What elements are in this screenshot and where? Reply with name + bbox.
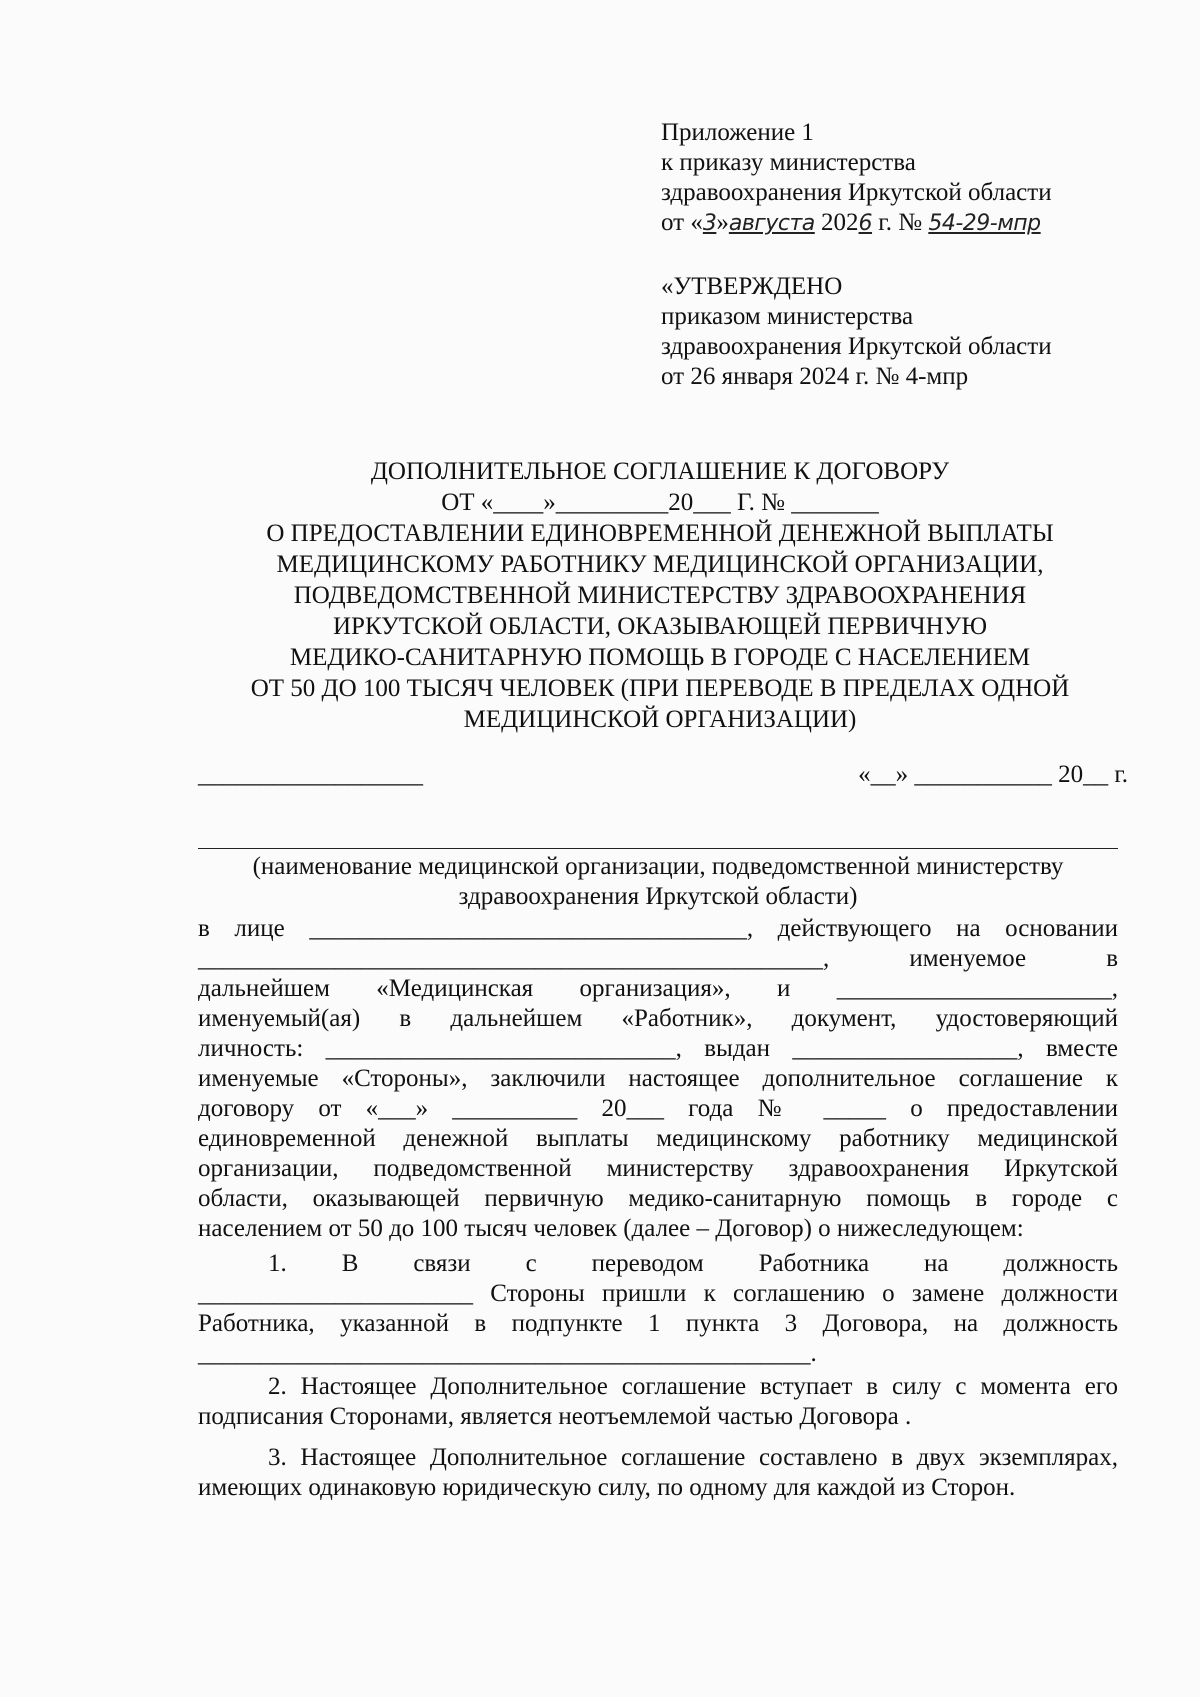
body-line: именуемый(ая) в дальнейшем «Работник», документ, удостоверяющий xyxy=(198,1005,1118,1032)
body-line: именуемые «Стороны», заключили настоящее дополнительное соглашение к xyxy=(198,1065,1118,1092)
org-caption xyxy=(198,852,1118,912)
item-1-line: 1. В связи с переводом Работника на должность xyxy=(268,1250,1118,1277)
approved-line: здравоохранения Иркутской области xyxy=(661,333,1052,360)
body-line: области, оказывающей первичную медико-санитарную помощь в городе с xyxy=(198,1185,1118,1212)
org-name-line xyxy=(198,848,1118,849)
item-1 xyxy=(198,1249,1118,1369)
org-caption-line: (наименование медицинской организации, подведомственной министерству xyxy=(252,853,1064,880)
title-line: МЕДИЦИНСКОМУ РАБОТНИКУ МЕДИЦИНСКОЙ ОРГАНИЗАЦИИ, xyxy=(276,551,1044,578)
appendix-line: Приложение 1 xyxy=(661,119,814,146)
approved-line: от 26 января 2024 г. № 4-мпр xyxy=(661,363,969,390)
appendix-date-line: от «3»августа 2026 г. № 54-29-мпр xyxy=(661,209,1041,236)
appendix-line: здравоохранения Иркутской области xyxy=(661,179,1052,206)
item-1-line: _________________________________________________. xyxy=(198,1340,817,1367)
body-line: __________________________________________________, именуемое в xyxy=(198,945,1118,972)
body-paragraph xyxy=(198,914,1118,1244)
item-2 xyxy=(198,1372,1118,1432)
title-line: ОТ 50 ДО 100 ТЫСЯЧ ЧЕЛОВЕК (ПРИ ПЕРЕВОДЕ В ПРЕДЕЛАХ ОДНОЙ xyxy=(250,675,1070,702)
title-line: ИРКУТСКОЙ ОБЛАСТИ, ОКАЗЫВАЮЩЕЙ ПЕРВИЧНУЮ xyxy=(332,613,988,640)
item-2-line: подписания Сторонами, является неотъемлемой частью Договора . xyxy=(198,1403,912,1430)
title-line: ДОПОЛНИТЕЛЬНОЕ СОГЛАШЕНИЕ К ДОГОВОРУ xyxy=(370,458,950,485)
body-line: личность: ____________________________, выдан __________________, вместе xyxy=(198,1035,1118,1062)
approved-block xyxy=(661,272,1101,392)
approved-heading: «УТВЕРЖДЕНО xyxy=(661,273,843,300)
title-line: ОТ «____»_________20___ Г. № _______ xyxy=(441,489,879,516)
handwritten-order-number: 54-29-мпр xyxy=(928,211,1041,236)
item-3-line: имеющих одинаковую юридическую силу, по одному для каждой из Сторон. xyxy=(198,1474,1016,1501)
item-3 xyxy=(198,1443,1118,1503)
contract-date: «__» ___________ 20__ г. xyxy=(858,761,1128,788)
title-line: ПОДВЕДОМСТВЕННОЙ МИНИСТЕРСТВУ ЗДРАВООХРАНЕНИЯ xyxy=(293,582,1027,609)
body-line: дальнейшем «Медицинская организация», и ______________________, xyxy=(198,975,1118,1002)
body-line: организации, подведомственной министерству здравоохранения Иркутской xyxy=(198,1155,1118,1182)
body-line: в лице ___________________________________, действующего на основании xyxy=(198,915,1118,942)
title-line: О ПРЕДОСТАВЛЕНИИ ЕДИНОВРЕМЕННОЙ ДЕНЕЖНОЙ ВЫПЛАТЫ xyxy=(266,520,1054,547)
title-line: МЕДИКО-САНИТАРНУЮ ПОМОЩЬ В ГОРОДЕ С НАСЕЛЕНИЕМ xyxy=(289,644,1031,671)
item-2-line: 2. Настоящее Дополнительное соглашение вступает в силу с момента его xyxy=(268,1373,1118,1400)
body-line: единовременной денежной выплаты медицинскому работнику медицинской xyxy=(198,1125,1118,1152)
title-line: МЕДИЦИНСКОЙ ОРГАНИЗАЦИИ) xyxy=(463,706,857,733)
handwritten-month: августа xyxy=(728,211,815,236)
org-caption-line: здравоохранения Иркутской области) xyxy=(458,883,858,910)
document-title xyxy=(190,456,1130,735)
approved-line: приказом министерства xyxy=(661,303,914,330)
appendix-line: к приказу министерства xyxy=(661,149,916,176)
appendix-block xyxy=(661,118,1101,239)
item-1-line: ______________________ Стороны пришли к соглашению о замене должности xyxy=(198,1280,1118,1307)
place-blank: __________________ xyxy=(198,761,423,788)
item-3-line: 3. Настоящее Дополнительное соглашение составлено в двух экземплярах, xyxy=(268,1444,1118,1471)
item-1-line: Работника, указанной в подпункте 1 пункта 3 Договора, на должность xyxy=(198,1310,1118,1337)
body-line: договору от «___» __________ 20___ года № _____ о предоставлении xyxy=(198,1095,1118,1122)
handwritten-day: 3 xyxy=(702,211,717,236)
body-line: населением от 50 до 100 тысяч человек (далее – Договор) о нижеследующем: xyxy=(198,1215,1024,1242)
handwritten-year-digit: 6 xyxy=(858,211,873,236)
